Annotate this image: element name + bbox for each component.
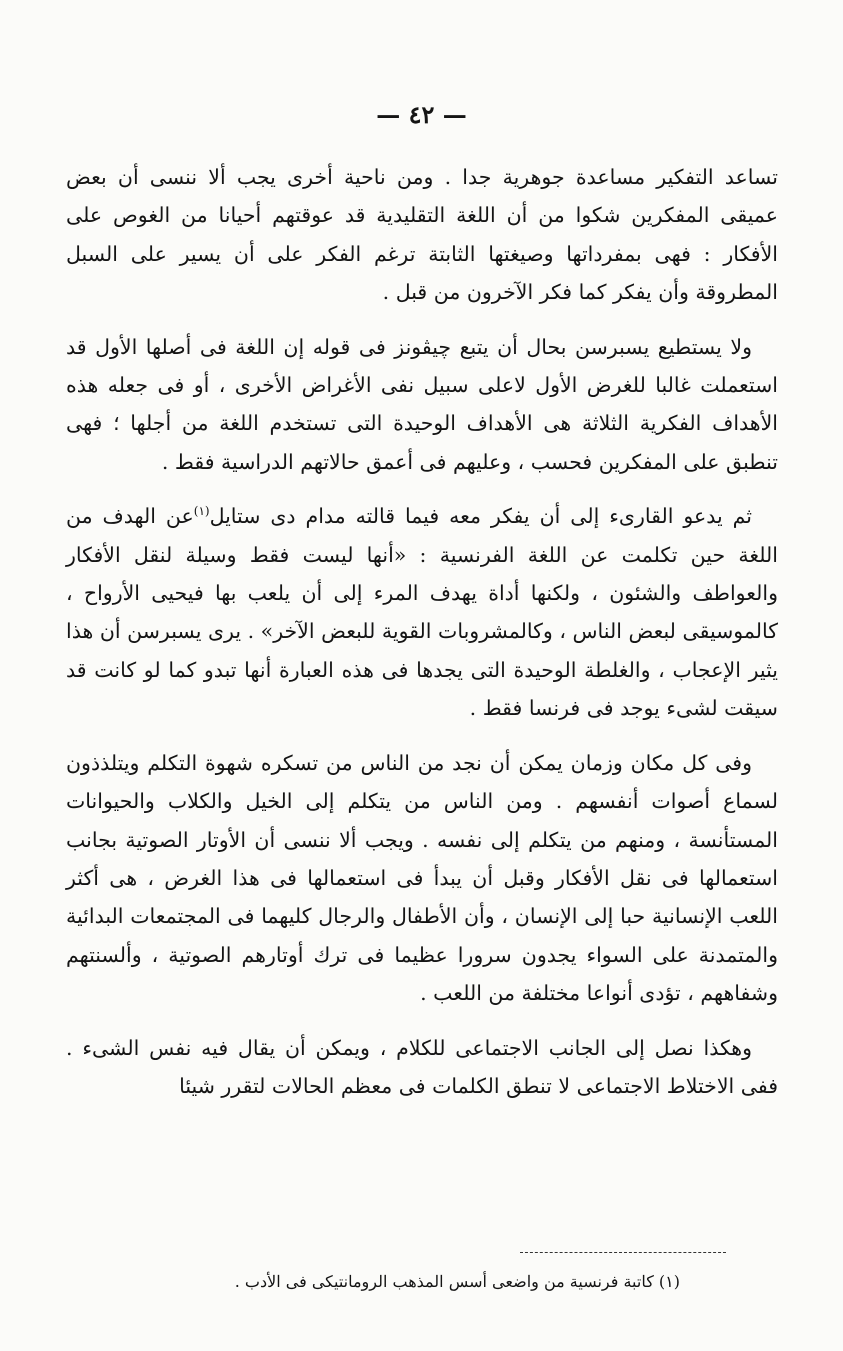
footnote: (١) كاتبة فرنسية من واضعى أسس المذهب الرومانتيكى فى الأدب . <box>234 1272 680 1291</box>
paragraph-3-start: ثم يدعو القارىء إلى أن يفكر معه فيما قالته مدام دى ستايل <box>209 504 752 529</box>
page-number: — ٤٢ — <box>376 100 467 129</box>
footnote-marker: (١) <box>193 504 210 519</box>
paragraph-2: ولا يستطيع يسبرسن بحال أن يتبع چيڤونز فى قوله إن اللغة فى أصلها الأول قد استعملت غالبا للغرض الأول لاعلى سبيل نفى الأغراض الأخرى ، أو فى جعله هذه الأهداف الفكرية الثلاثة هى الأهداف الوحيدة التى تستخدم اللغة من أجلها ؛ فهى تنطبق على المفكرين فحسب ، وعليهم فى أعمق حالاتهم الدراسية فقط . <box>66 334 778 474</box>
paragraph-3 <box>66 497 778 727</box>
footnote-divider <box>520 1252 726 1253</box>
paragraph-1: تساعد التفكير مساعدة جوهرية جدا . ومن ناحية أخرى يجب ألا ننسى أن بعض عميقى المفكرين شكوا من أن اللغة التقليدية قد عوقتهم أحيانا من الغوص على الأفكار : فهى بمفرداتها وصيغتها الثابتة ترغم الفكر على أن يسير على السبل المطروقة وأن يفكر كما فكر الآخرون من قبل . <box>66 165 778 305</box>
body-text <box>66 158 778 1121</box>
paragraph-3-rest: عن الهدف من اللغة حين تكلمت عن اللغة الفرنسية : «أنها ليست فقط وسيلة لنقل الأفكار والعواطف والشئون ، ولكنها أداة يهدف المرء إلى أن يلعب بها فيحيى الأرواح ، كالموسيقى لبعض الناس ، وكالمشروبات القوية للبعض الآخر» . يرى يسبرسن أن هذا يثير الإعجاب ، والغلطة الوحيدة التى يجدها فى هذه العبارة أنها تبدو كما لو كانت قد سيقت لشىء يوجد فى فرنسا فقط . <box>66 504 778 721</box>
paragraph-4: وفى كل مكان وزمان يمكن أن نجد من الناس من تسكره شهوة التكلم ويتلذذون لسماع أصوات أنفسهم . ومن الناس من يتكلم إلى الخيل والكلاب والحيوانات المستأنسة ، ومنهم من يتكلم إلى نفسه . ويجب ألا ننسى أن الأوتار الصوتية بجانب استعمالها فى نقل الأفكار وقبل أن يبدأ فى استعمالها فى هذا الغرض ، هى أكثر اللعب الإنسانية حبا إلى الإنسان ، وأن الأطفال والرجال كليهما فى المجتمعات البدائية والمتمدنة على السواء يجدون سرورا عظيما فى ترك أوتارهم الصوتية ، وألسنتهم وشفاههم ، تؤدى أنواعا مختلفة من اللعب . <box>66 750 778 1006</box>
paragraph-5: وهكذا نصل إلى الجانب الاجتماعى للكلام ، ويمكن أن يقال فيه نفس الشىء . ففى الاختلاط الاجتماعى لا تنطق الكلمات فى معظم الحالات لتقرر شيئا <box>66 1035 778 1098</box>
